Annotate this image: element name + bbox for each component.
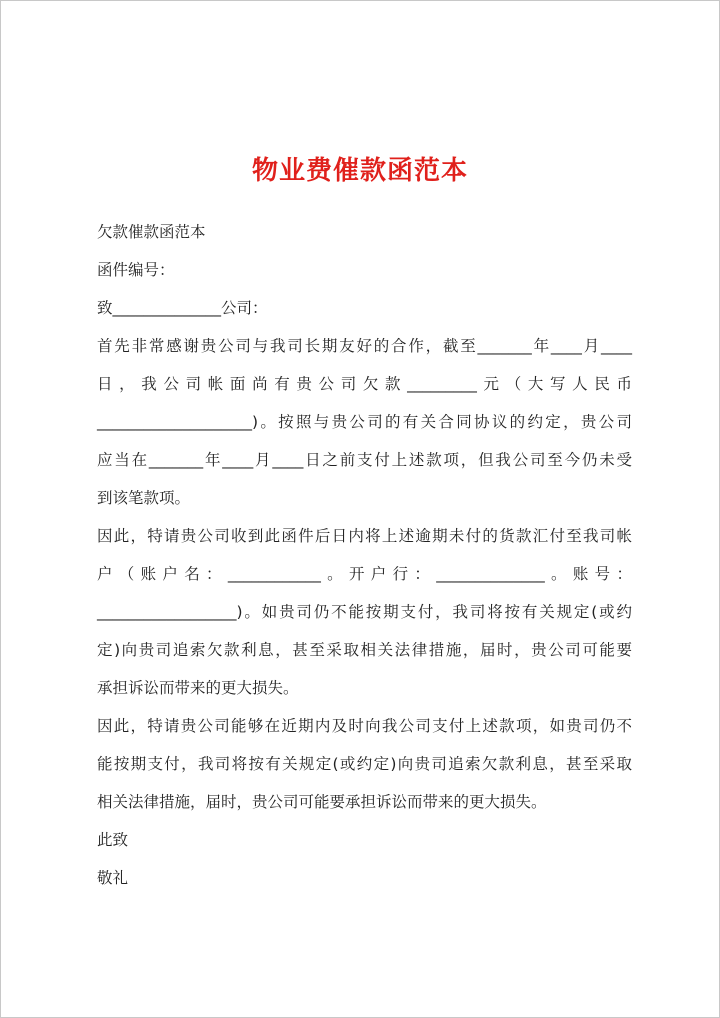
doc-line-paragraph2-3: __________________)。如贵司仍不能按期支付，我司将按有关规定(或约 — [97, 603, 632, 621]
doc-line-paragraph1-4: 应当在_______年____月____日之前支付上述款项，但我公司至今仍未受 — [97, 451, 632, 469]
doc-line-addressee: 致______________公司： — [97, 299, 268, 317]
doc-line-paragraph1-1: 首先非常感谢贵公司与我司长期友好的合作，截至_______年____月____ — [97, 337, 632, 355]
doc-line-paragraph3-3: 相关法律措施，届时，贵公司可能要承担诉讼而带来的更大损失。 — [97, 793, 547, 811]
doc-line-paragraph2-1: 因此，特请贵公司收到此函件后日内将上述逾期未付的货款汇付至我司帐 — [97, 527, 632, 545]
doc-line-paragraph3-1: 因此，特请贵公司能够在近期内及时向我公司支付上述款项，如贵司仍不 — [97, 717, 632, 735]
doc-line-paragraph1-5: 到该笔款项。 — [97, 489, 191, 507]
doc-line-paragraph2-2: 户（账户名：____________。开户行：______________。账号： — [97, 565, 632, 583]
doc-line-reference-number: 函件编号： — [97, 261, 175, 279]
doc-line-heading: 欠款催款函范本 — [97, 223, 206, 241]
doc-line-paragraph1-3: ____________________)。按照与贵公司的有关合同协议的约定，贵公司 — [97, 413, 632, 431]
doc-line-paragraph3-2: 能按期支付，我司将按有关规定(或约定)向贵司追索欠款利息，甚至采取 — [97, 755, 632, 773]
document-title: 物业费催款函范本 — [251, 156, 468, 186]
doc-line-closing: 此致 — [97, 831, 129, 849]
doc-line-paragraph2-5: 承担诉讼而带来的更大损失。 — [97, 679, 299, 697]
doc-line-salutation: 敬礼 — [97, 869, 129, 887]
doc-line-paragraph2-4: 定)向贵司追索欠款利息，甚至采取相关法律措施，届时，贵公司可能要 — [97, 641, 632, 659]
doc-line-paragraph1-2: 日，我公司帐面尚有贵公司欠款_________元（大写人民币 — [97, 375, 632, 393]
